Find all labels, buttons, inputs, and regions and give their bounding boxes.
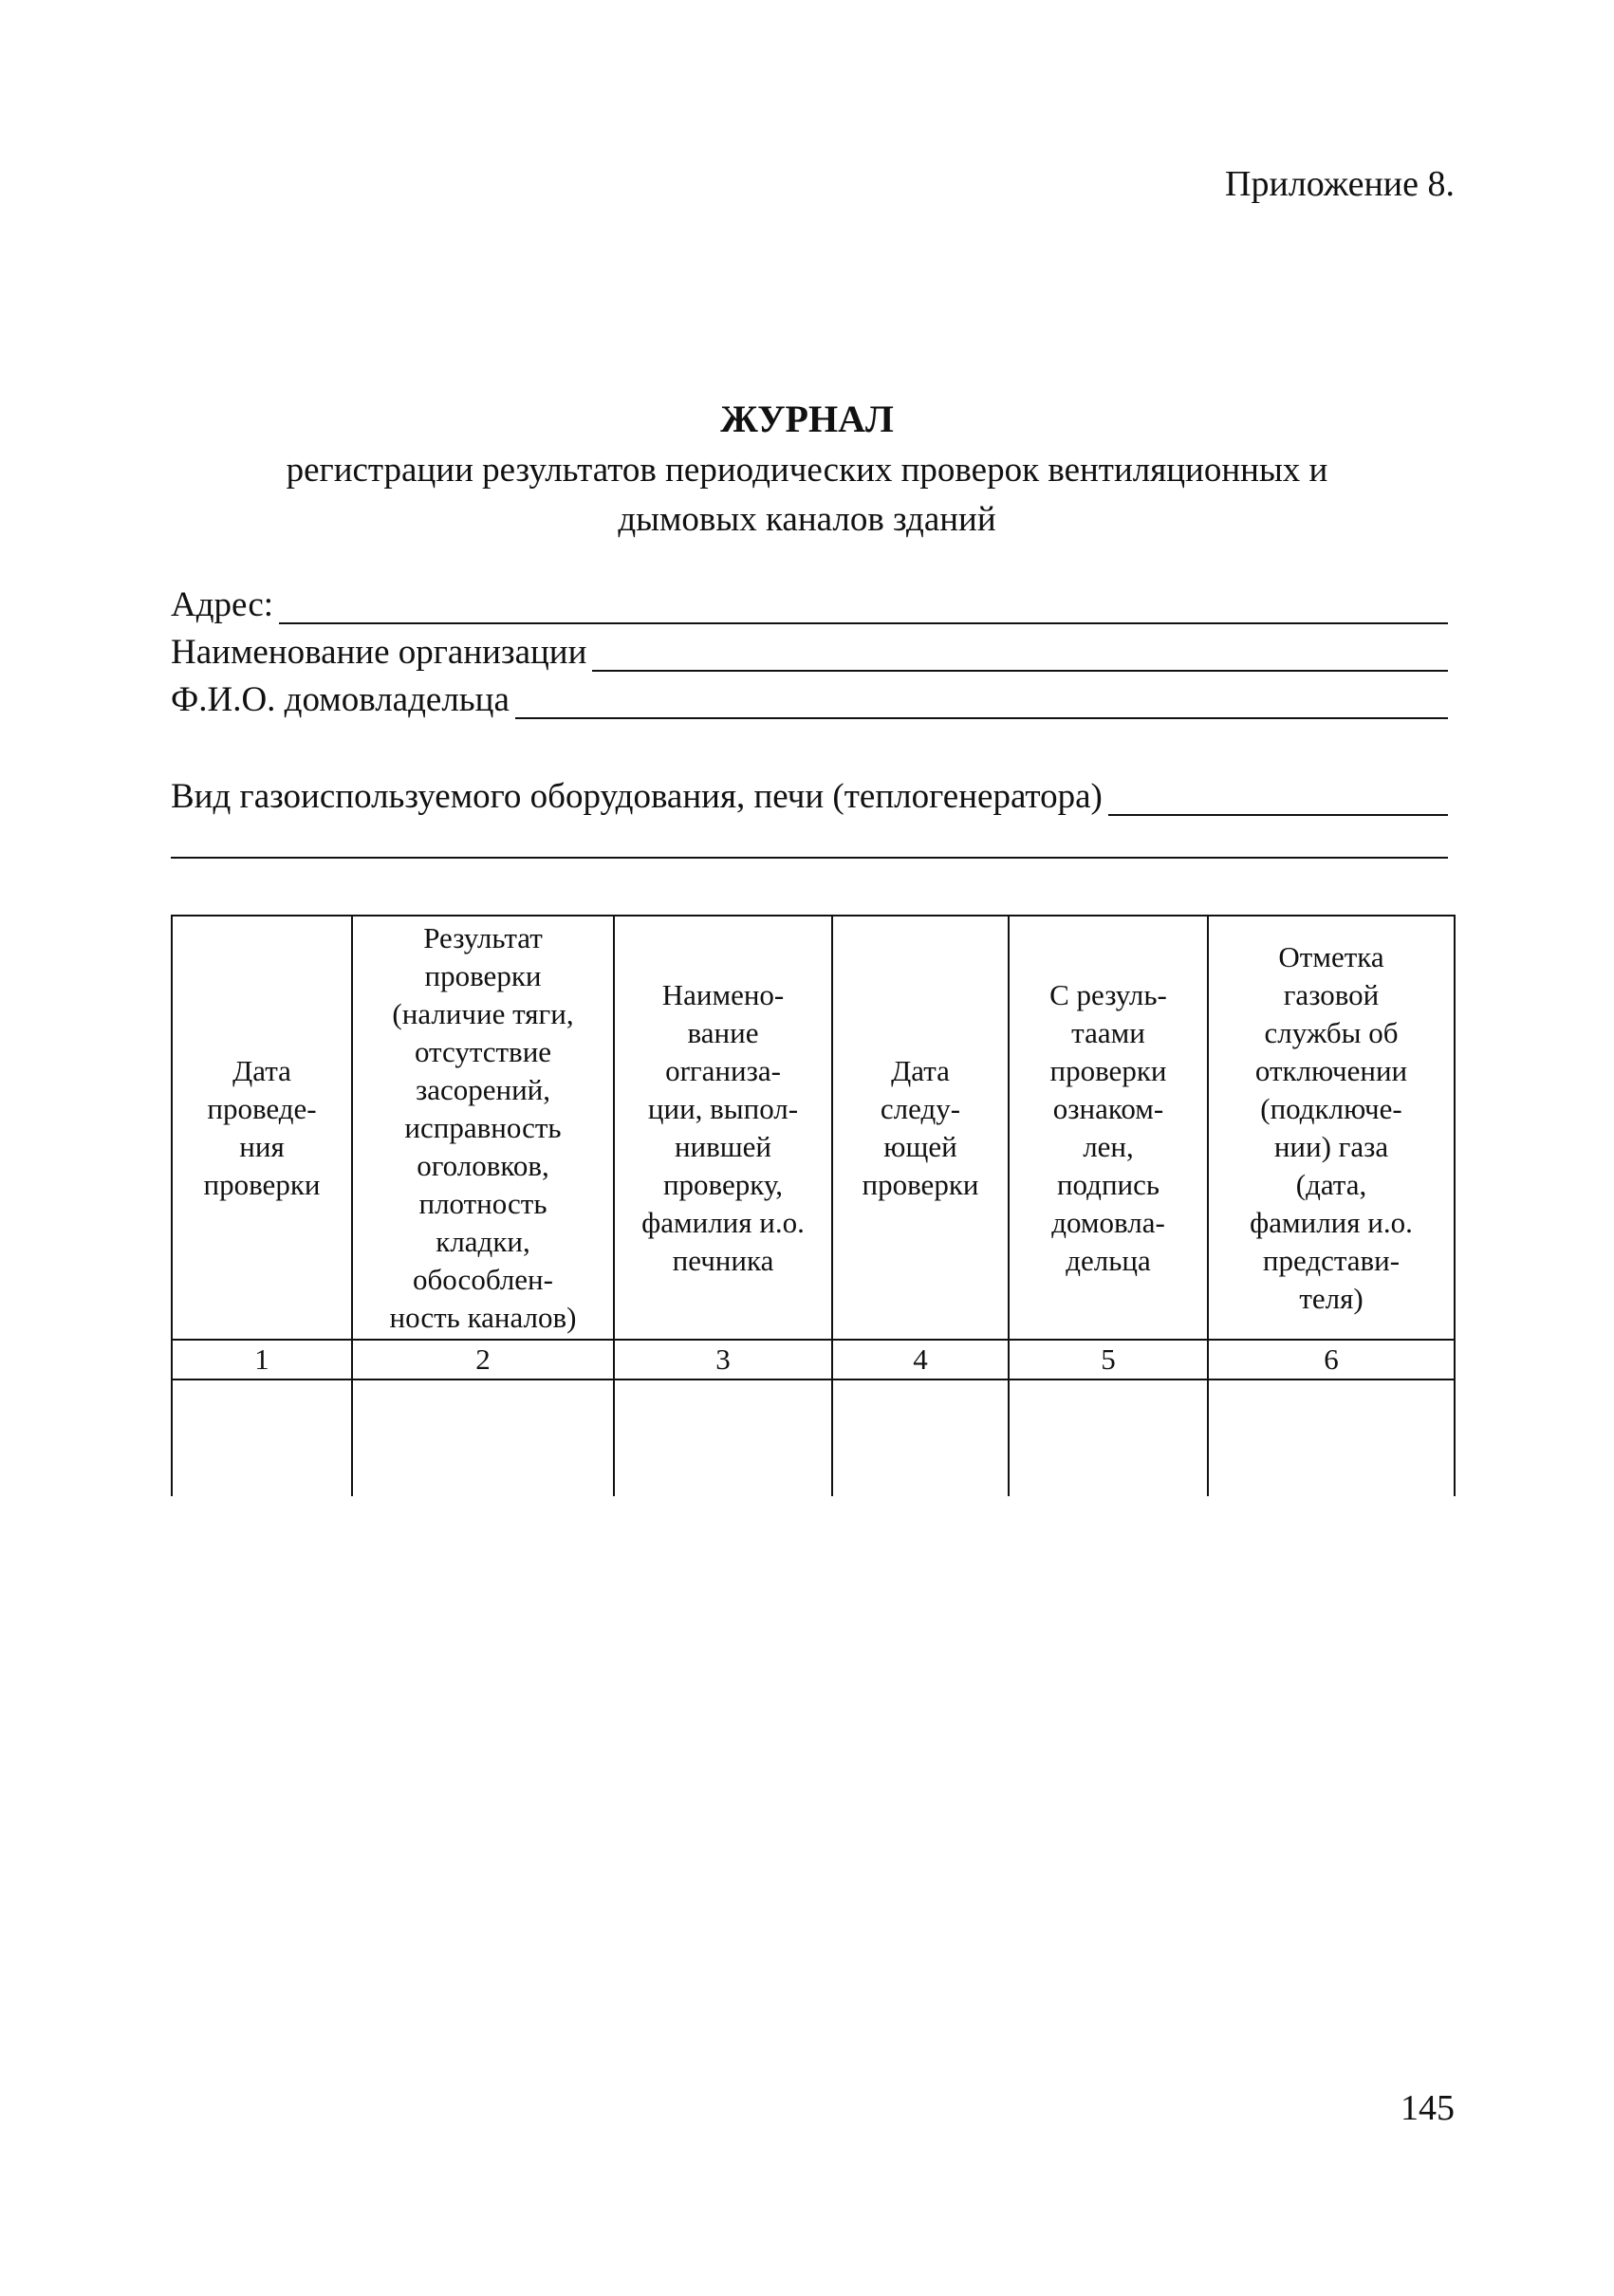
table-row: [172, 1379, 1455, 1496]
equipment-field: [171, 772, 1448, 816]
address-label: Адрес:: [171, 585, 274, 624]
address-blank-line: [279, 586, 1448, 624]
column-number: 2: [352, 1340, 614, 1379]
column-number: 1: [172, 1340, 352, 1379]
journal-subtitle: регистрации результатов периодических проверок вентиляционных и дымовых каналов зданий: [286, 451, 1328, 539]
organization-label: Наименование организации: [171, 633, 587, 672]
header-cell-next-date: Дата следу- ющей проверки: [832, 916, 1009, 1340]
header-cell-date: Дата проведе- ния проверки: [172, 916, 352, 1340]
header-cell-organization: Наимено- вание orганиза- ции, выпол- нившей проверку, фамилия и.о. печника: [614, 916, 832, 1340]
owner-label: Ф.И.О. домовладельца: [171, 680, 510, 719]
journal-table: [171, 915, 1456, 1496]
owner-blank-line: [515, 681, 1448, 719]
empty-cell: [172, 1379, 352, 1496]
page-number: 145: [1401, 2088, 1455, 2128]
header-cell-acknowledged: С резуль- таами проверки ознаком- лен, подпись домовла- дельца: [1009, 916, 1208, 1340]
empty-cell: [614, 1379, 832, 1496]
journal-title: ЖУРНАЛ: [720, 398, 894, 440]
empty-cell: [1009, 1379, 1208, 1496]
owner-field: [171, 676, 1448, 719]
equipment-label: Вид газоиспользуемого оборудования, печи (теплогенератора): [171, 777, 1103, 816]
column-number: 3: [614, 1340, 832, 1379]
empty-cell: [1208, 1379, 1455, 1496]
address-field: [171, 581, 1448, 624]
column-number: 5: [1009, 1340, 1208, 1379]
column-number: 4: [832, 1340, 1009, 1379]
empty-cell: [832, 1379, 1009, 1496]
equipment-continuation-line: [171, 857, 1448, 859]
header-cell-gas-service: Отметка газовой службы об отключении (подключе- нии) газа (дата, фамилия и.о. представи- теля): [1208, 916, 1455, 1340]
table-header-row: [172, 916, 1455, 1340]
equipment-blank-line: [1108, 778, 1448, 816]
empty-cell: [352, 1379, 614, 1496]
header-cell-result: Результат проверки (наличие тяги, отсутствие засорений, исправность оголовков, плотность кладки, обособлен- ность каналов): [352, 916, 614, 1340]
appendix-label: Приложение 8.: [1225, 164, 1455, 204]
column-number-row: [172, 1340, 1455, 1379]
column-number: 6: [1208, 1340, 1455, 1379]
organization-blank-line: [592, 634, 1448, 672]
organization-field: [171, 628, 1448, 672]
